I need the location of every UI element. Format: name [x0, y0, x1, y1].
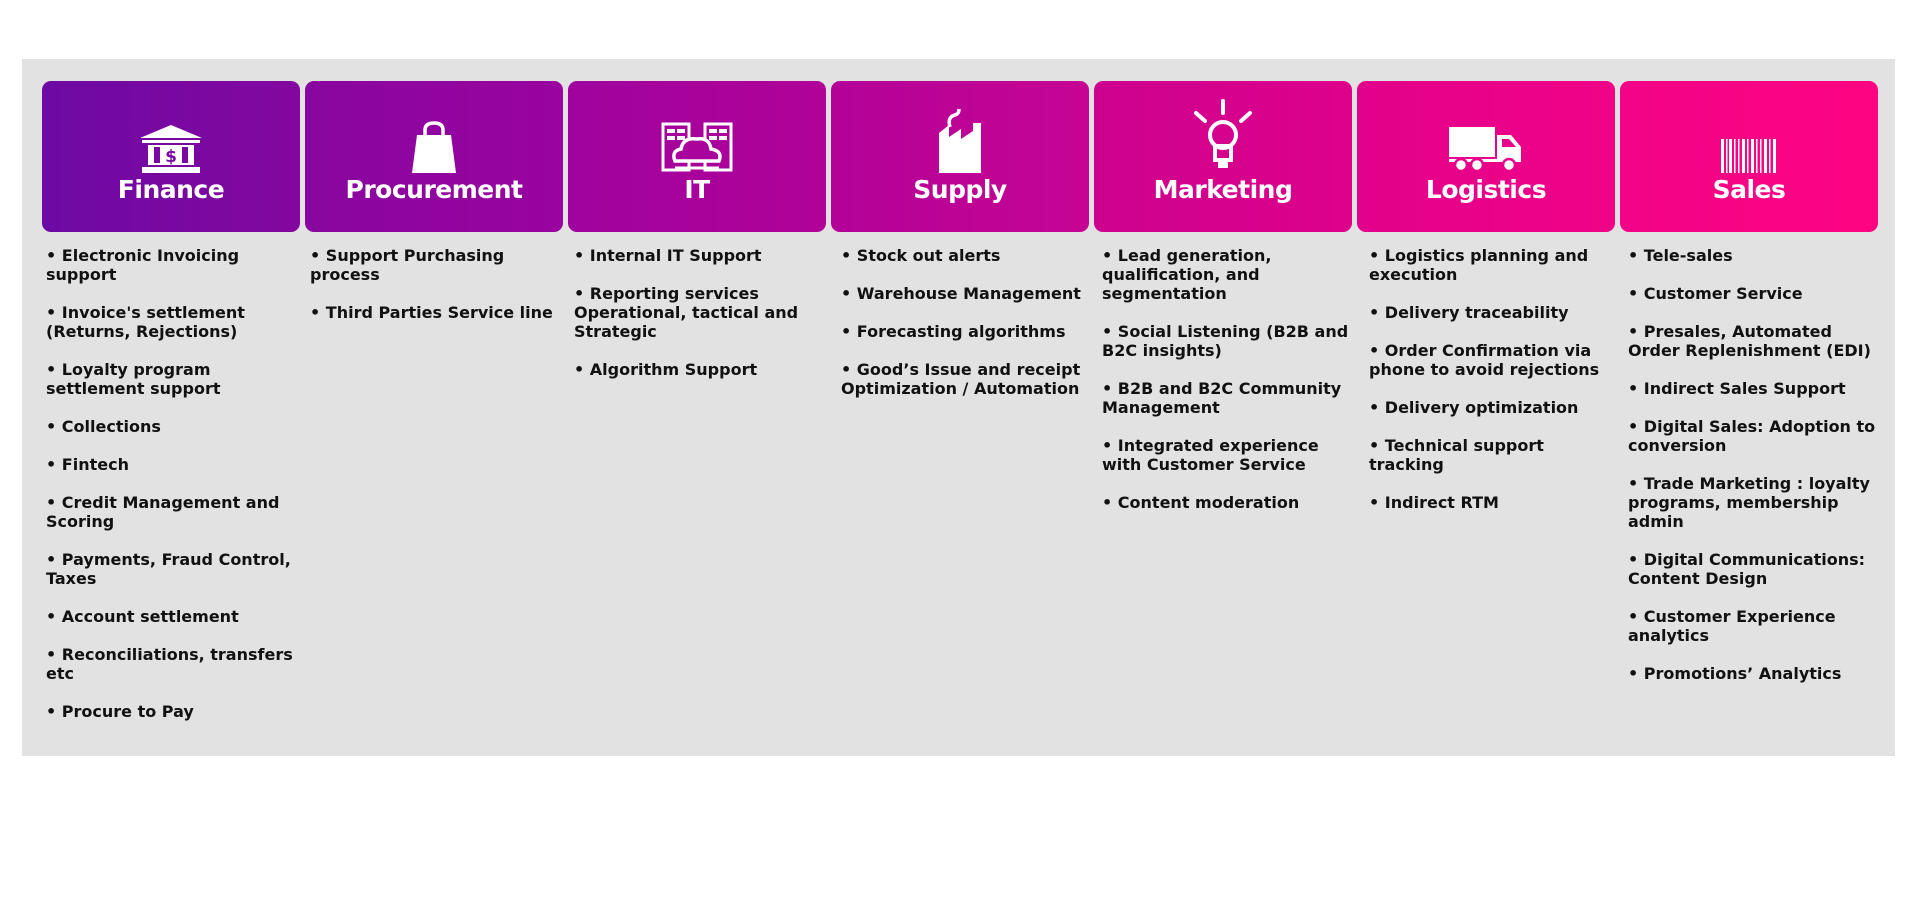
services-panel — [22, 59, 1895, 756]
header-marketing — [1094, 81, 1352, 232]
item-list — [574, 246, 826, 398]
list-item: • Digital Sales: Adoption to conversion — [1628, 417, 1876, 455]
list-item: • Indirect Sales Support — [1628, 379, 1846, 398]
list-item: • Reporting services Operational, tactical and Strategic — [574, 284, 799, 341]
column-title: Finance — [117, 175, 225, 204]
factory-icon — [831, 101, 1089, 173]
column-title: Marketing — [1153, 175, 1293, 204]
header-sales — [1620, 81, 1878, 232]
column-sales — [1620, 81, 1878, 683]
list-item: • Technical support tracking — [1369, 436, 1544, 474]
item-list — [1628, 246, 1876, 702]
list-item: • Collections — [46, 417, 161, 436]
svg-text:$: $ — [165, 147, 177, 167]
list-item: • Good’s Issue and receipt Optimization / Automation — [841, 360, 1081, 398]
list-item: • Digital Communications: Content Design — [1628, 550, 1866, 588]
item-list — [841, 246, 1091, 417]
lightbulb-icon — [1094, 93, 1352, 171]
list-item: • Reconciliations, transfers etc — [46, 645, 293, 683]
column-logistics — [1357, 81, 1615, 512]
column-supply — [831, 81, 1089, 398]
list-item: • Forecasting algorithms — [841, 322, 1066, 341]
list-item: • Internal IT Support — [574, 246, 762, 265]
list-item: • Loyalty program settlement support — [46, 360, 221, 398]
column-title: Procurement — [345, 175, 523, 204]
item-list — [1369, 246, 1617, 531]
item-list — [46, 246, 296, 740]
item-list — [310, 246, 562, 341]
list-item: • Indirect RTM — [1369, 493, 1499, 512]
header-finance — [42, 81, 300, 232]
column-title: Sales — [1712, 175, 1786, 204]
list-item: • Presales, Automated Order Replenishment (EDI) — [1628, 322, 1871, 360]
list-item: • Delivery traceability — [1369, 303, 1569, 322]
list-item: • Payments, Fraud Control, Taxes — [46, 550, 291, 588]
item-list — [1102, 246, 1350, 531]
column-finance — [42, 81, 300, 721]
list-item: • Algorithm Support — [574, 360, 758, 379]
bank-icon — [42, 101, 300, 173]
header-it — [568, 81, 826, 232]
header-procurement — [305, 81, 563, 232]
list-item: • Invoice's settlement (Returns, Rejections) — [46, 303, 245, 341]
column-title: Logistics — [1425, 175, 1547, 204]
list-item: • Support Purchasing process — [310, 246, 505, 284]
list-item: • Procure to Pay — [46, 702, 194, 721]
header-supply — [831, 81, 1089, 232]
list-item: • Trade Marketing : loyalty programs, membership admin — [1628, 474, 1870, 531]
list-item: • B2B and B2C Community Management — [1102, 379, 1342, 417]
header-logistics — [1357, 81, 1615, 232]
list-item: • Warehouse Management — [841, 284, 1081, 303]
list-item: • Stock out alerts — [841, 246, 1001, 265]
list-item: • Third Parties Service line — [310, 303, 553, 322]
list-item: • Content moderation — [1102, 493, 1300, 512]
column-title: IT — [684, 175, 710, 204]
list-item: • Order Confirmation via phone to avoid rejections — [1369, 341, 1600, 379]
column-it — [568, 81, 826, 379]
list-item: • Credit Management and Scoring — [46, 493, 280, 531]
truck-icon — [1357, 101, 1615, 173]
barcode-icon — [1620, 101, 1878, 173]
column-marketing — [1094, 81, 1352, 512]
list-item: • Account settlement — [46, 607, 239, 626]
list-item: • Social Listening (B2B and B2C insights) — [1102, 322, 1349, 360]
list-item: • Customer Experience analytics — [1628, 607, 1836, 645]
list-item: • Fintech — [46, 455, 129, 474]
column-procurement — [305, 81, 563, 322]
list-item: • Integrated experience with Customer Service — [1102, 436, 1319, 474]
list-item: • Promotions’ Analytics — [1628, 664, 1842, 683]
shopping-bag-icon — [305, 101, 563, 173]
list-item: • Lead generation, qualification, and segmentation — [1102, 246, 1272, 303]
list-item: • Logistics planning and execution — [1369, 246, 1589, 284]
column-title: Supply — [913, 175, 1007, 204]
list-item: • Tele-sales — [1628, 246, 1733, 265]
list-item: • Electronic Invoicing support — [46, 246, 240, 284]
cloud-network-icon — [568, 101, 826, 173]
list-item: • Customer Service — [1628, 284, 1803, 303]
list-item: • Delivery optimization — [1369, 398, 1579, 417]
